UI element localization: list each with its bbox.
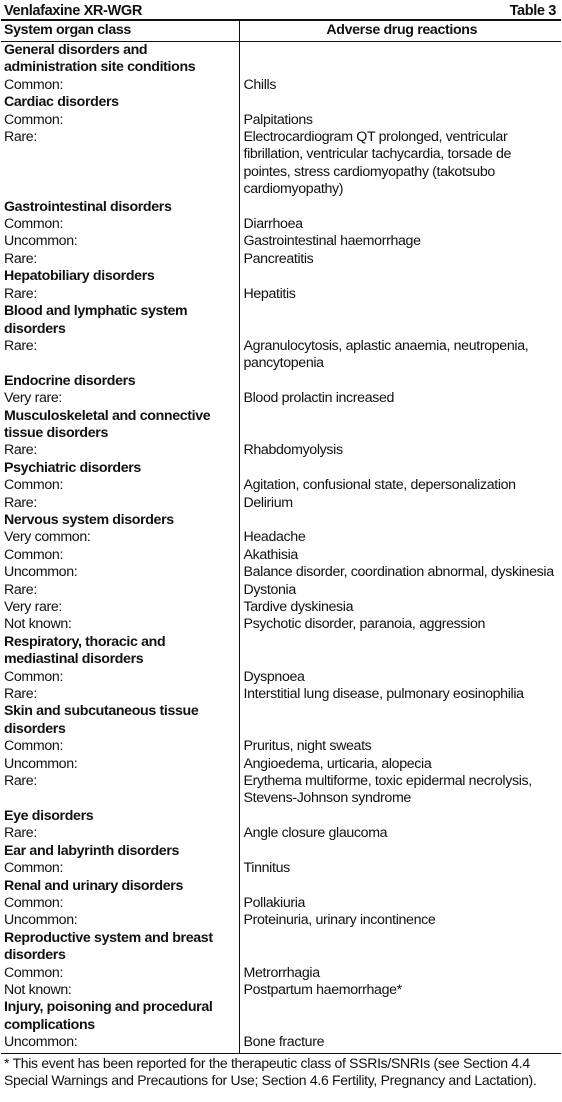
system-organ-class-name: Cardiac disorders [4, 94, 119, 111]
empty-reaction-cell [239, 460, 561, 477]
adverse-reaction-text: Postpartum haemorrhage* [239, 982, 561, 999]
system-organ-class-name: Musculoskeletal and connective tissue disorders [4, 407, 211, 441]
adverse-reaction-text: Hepatitis [239, 286, 561, 303]
frequency-row [1, 529, 561, 546]
system-organ-class-row [1, 930, 561, 965]
system-organ-class-name: Ear and labyrinth disorders [4, 842, 180, 859]
system-organ-class-name: Endocrine disorders [4, 372, 136, 389]
adverse-reaction-text: Diarrhoea [239, 216, 561, 233]
adverse-reaction-text: Delirium [239, 495, 561, 512]
system-organ-class-row [1, 373, 561, 390]
system-organ-class-name: Blood and lymphatic system disorders [4, 303, 188, 337]
frequency-row [1, 669, 561, 686]
system-organ-class-row [1, 199, 561, 216]
frequency-row [1, 773, 561, 808]
footnote: * This event has been reported for the therapeutic class of SSRIs/SNRIs (see Section 4.4 Special Warnings and Precautions for Use; Section 4.6 Fertility, Pregnancy and Lactation). [4, 1054, 537, 1088]
frequency-row [1, 564, 561, 581]
adverse-reactions-table [1, 21, 561, 1054]
frequency-label: Not known: [4, 981, 72, 998]
adverse-reaction-text: Metrorrhagia [239, 965, 561, 982]
frequency-row [1, 390, 561, 407]
frequency-label: Rare: [4, 825, 37, 842]
adverse-drug-reactions-header: Adverse drug reactions [239, 21, 561, 42]
system-organ-class-name: Eye disorders [4, 807, 94, 824]
frequency-row [1, 112, 561, 129]
system-organ-class-row [1, 94, 561, 111]
frequency-label: Common: [4, 738, 64, 755]
empty-reaction-cell [239, 94, 561, 111]
adverse-reaction-text: Pancreatitis [239, 251, 561, 268]
frequency-label: Common: [4, 894, 64, 911]
empty-reaction-cell [239, 703, 561, 738]
frequency-row [1, 216, 561, 233]
adverse-reaction-text: Angioedema, urticaria, alopecia [239, 756, 561, 773]
empty-reaction-cell [239, 199, 561, 216]
frequency-label: Very rare: [4, 599, 63, 615]
system-organ-class-row [1, 303, 561, 338]
system-organ-class-row [1, 703, 561, 738]
frequency-row [1, 338, 561, 373]
adverse-reaction-text: Bone fracture [239, 1034, 561, 1053]
table-title-bar [1, 0, 561, 21]
frequency-label: Not known: [4, 616, 72, 633]
table-header-row [1, 21, 561, 42]
frequency-row [1, 547, 561, 564]
system-organ-class-row [1, 843, 561, 860]
adverse-reaction-text: Agitation, confusional state, depersonalization [239, 477, 561, 494]
empty-reaction-cell [239, 878, 561, 895]
frequency-row [1, 686, 561, 703]
adverse-reaction-text: Electrocardiogram QT prolonged, ventricular fibrillation, ventricular tachycardia, torsade de pointes, stress cardiomyopathy (takotsubo cardiomyopathy) [239, 129, 561, 199]
system-organ-class-name: Renal and urinary disorders [4, 877, 183, 894]
system-organ-class-name: Injury, poisoning and procedural complications [4, 999, 213, 1033]
adverse-reactions-table-container [1, 0, 561, 1089]
frequency-label: Rare: [4, 494, 37, 511]
system-organ-class-name: Respiratory, thoracic and mediastinal disorders [4, 633, 166, 668]
system-organ-class-row [1, 42, 561, 77]
frequency-row [1, 251, 561, 268]
empty-reaction-cell [239, 42, 561, 77]
frequency-label: Rare: [4, 581, 37, 598]
table-body [1, 42, 561, 1054]
adverse-reaction-text: Tardive dyskinesia [239, 599, 561, 616]
frequency-label: Common: [4, 668, 64, 685]
system-organ-class-row [1, 268, 561, 285]
frequency-row [1, 756, 561, 773]
frequency-label: Common: [4, 76, 64, 93]
frequency-row [1, 825, 561, 842]
frequency-label: Rare: [4, 773, 37, 790]
frequency-row [1, 616, 561, 633]
adverse-reaction-text: Psychotic disorder, paranoia, aggression [239, 616, 561, 633]
system-organ-class-name: General disorders and administration site conditions [4, 42, 196, 76]
system-organ-class-row [1, 460, 561, 477]
frequency-row [1, 495, 561, 512]
empty-reaction-cell [239, 408, 561, 443]
empty-reaction-cell [239, 808, 561, 825]
adverse-reaction-text: Angle closure glaucoma [239, 825, 561, 842]
adverse-reaction-text: Dystonia [239, 582, 561, 599]
frequency-label: Rare: [4, 686, 37, 703]
empty-reaction-cell [239, 373, 561, 390]
system-organ-class-row [1, 408, 561, 443]
empty-reaction-cell [239, 634, 561, 669]
frequency-label: Rare: [4, 285, 37, 302]
frequency-label: Uncommon: [1, 1034, 239, 1053]
frequency-label: Common: [4, 964, 64, 981]
adverse-reaction-text: Chills [239, 77, 561, 94]
frequency-row [1, 965, 561, 982]
frequency-row [1, 738, 561, 755]
system-organ-class-header: System organ class [1, 21, 239, 42]
adverse-reaction-text: Pruritus, night sweats [239, 738, 561, 755]
system-organ-class-row [1, 512, 561, 529]
table-number-label: Table 3 [509, 3, 556, 19]
adverse-reaction-text: Gastrointestinal haemorrhage [239, 233, 561, 250]
adverse-reaction-text: Headache [239, 529, 561, 546]
adverse-reaction-text: Dyspnoea [239, 669, 561, 686]
frequency-row [1, 912, 561, 929]
system-organ-class-row [1, 999, 561, 1034]
frequency-label: Rare: [4, 442, 37, 459]
system-organ-class-name: Gastrointestinal disorders [4, 198, 172, 215]
drug-name-title: Venlafaxine XR-WGR [4, 3, 142, 19]
frequency-label: Uncommon: [4, 755, 78, 772]
system-organ-class-row [1, 634, 561, 669]
system-organ-class-name: Hepatobiliary disorders [4, 268, 155, 285]
adverse-reaction-text: Palpitations [239, 112, 561, 129]
adverse-reaction-text: Tinnitus [239, 860, 561, 877]
system-organ-class-name: Skin and subcutaneous tissue disorders [4, 703, 199, 737]
adverse-reaction-text: Erythema multiforme, toxic epidermal necrolysis, Stevens-Johnson syndrome [239, 773, 561, 808]
empty-reaction-cell [239, 930, 561, 965]
adverse-reaction-text: Rhabdomyolysis [239, 442, 561, 459]
frequency-row [1, 233, 561, 250]
frequency-row [1, 582, 561, 599]
frequency-label: Very rare: [4, 390, 63, 407]
frequency-row [1, 1034, 561, 1053]
adverse-reaction-text: Balance disorder, coordination abnormal, dyskinesia [239, 564, 561, 581]
frequency-row [1, 77, 561, 94]
frequency-row [1, 286, 561, 303]
frequency-row [1, 860, 561, 877]
system-organ-class-row [1, 878, 561, 895]
adverse-reaction-text: Pollakiuria [239, 895, 561, 912]
frequency-row [1, 982, 561, 999]
frequency-label: Uncommon: [4, 912, 78, 929]
adverse-reaction-text: Blood prolactin increased [239, 390, 561, 407]
frequency-label: Common: [4, 477, 64, 494]
frequency-row [1, 477, 561, 494]
system-organ-class-name: Nervous system disorders [4, 511, 174, 528]
frequency-label: Rare: [4, 250, 37, 267]
system-organ-class-name: Reproductive system and breast disorders [4, 929, 213, 964]
empty-reaction-cell [239, 843, 561, 860]
frequency-label: Uncommon: [4, 233, 78, 250]
adverse-reaction-text: Interstitial lung disease, pulmonary eosinophilia [239, 686, 561, 703]
system-organ-class-name: Psychiatric disorders [4, 459, 141, 476]
empty-reaction-cell [239, 512, 561, 529]
frequency-label: Common: [4, 216, 64, 233]
frequency-label: Common: [4, 860, 64, 877]
frequency-row [1, 442, 561, 459]
frequency-label: Very common: [4, 529, 91, 546]
empty-reaction-cell [239, 303, 561, 338]
empty-reaction-cell [239, 999, 561, 1034]
frequency-label: Common: [4, 111, 64, 128]
frequency-label: Uncommon: [4, 564, 78, 581]
frequency-label: Rare: [4, 129, 37, 146]
adverse-reaction-text: Agranulocytosis, aplastic anaemia, neutropenia, pancytopenia [239, 338, 561, 373]
system-organ-class-row [1, 808, 561, 825]
adverse-reaction-text: Proteinuria, urinary incontinence [239, 912, 561, 929]
frequency-label: Rare: [4, 337, 37, 354]
frequency-label: Common: [4, 546, 64, 563]
adverse-reaction-text: Akathisia [239, 547, 561, 564]
empty-reaction-cell [239, 268, 561, 285]
frequency-row [1, 129, 561, 199]
frequency-row [1, 895, 561, 912]
frequency-row [1, 599, 561, 616]
